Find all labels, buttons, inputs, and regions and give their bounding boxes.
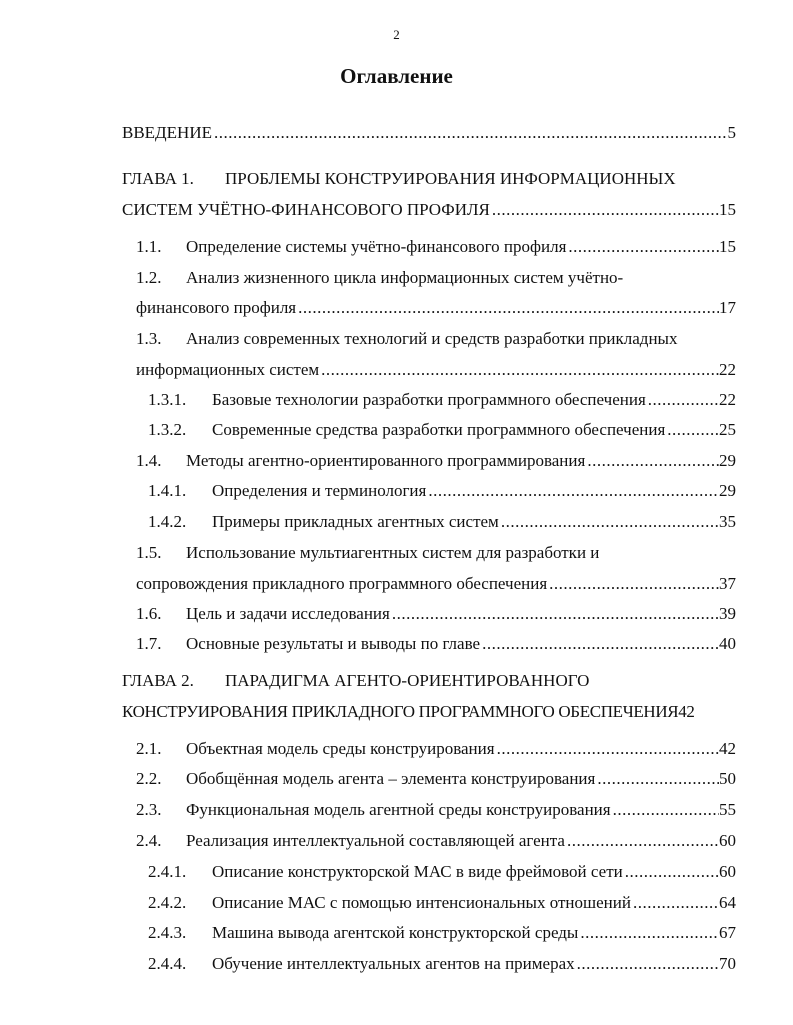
page-title: Оглавление: [340, 64, 453, 88]
toc-entry-page: 22: [719, 390, 736, 409]
toc-entry-1-3-2[interactable]: [148, 418, 736, 442]
toc-entry-page: 15: [719, 200, 736, 219]
toc-chapter-2-line1[interactable]: [122, 669, 742, 693]
toc-entry-number: 1.6.: [136, 604, 162, 623]
toc-entry-number: 2.4.4.: [148, 954, 187, 973]
toc-entry-page: 64: [719, 893, 736, 912]
toc-leader-dots: [665, 418, 719, 442]
toc-entry-title: Цель и задачи исследования: [186, 604, 390, 623]
toc-entry-title-cont: информационных систем: [136, 360, 320, 379]
toc-entry-title: Анализ жизненного цикла информационных систем учётно-: [186, 268, 624, 287]
toc-entry-1-4-2[interactable]: [148, 510, 736, 534]
toc-entry-title: Определение системы учётно-финансового профиля: [186, 237, 567, 256]
toc-chapter-title-cont: КОНСТРУИРОВАНИЯ ПРИКЛАДНОГО ПРОГРАММНОГО ОБЕСПЕЧЕНИЯ: [122, 702, 679, 721]
toc-leader-dots: [631, 891, 719, 915]
toc-entry-1-3-1[interactable]: [148, 388, 736, 412]
toc-entry-title: Описание конструкторской МАС в виде фреймовой сети: [212, 862, 623, 881]
toc-entry-1-4-1[interactable]: [148, 479, 736, 503]
toc-entry-page: 60: [719, 862, 736, 881]
toc-entry-2-1[interactable]: [136, 737, 736, 761]
toc-entry-page: 35: [719, 512, 736, 531]
toc-entry-number: 2.4.3.: [148, 923, 187, 942]
toc-entry-number: 2.1.: [136, 739, 162, 758]
toc-chapter-label: ГЛАВА 2.: [122, 671, 194, 690]
page-number: 2: [393, 27, 400, 42]
toc-entry-title: Основные результаты и выводы по главе: [186, 634, 481, 653]
toc-entry-page: 25: [719, 420, 736, 439]
toc-leader-dots: [426, 479, 719, 503]
toc-leader-dots: [547, 572, 719, 596]
toc-entry-2-4-2[interactable]: [148, 891, 736, 915]
toc-entry-page: 22: [719, 360, 736, 379]
toc-entry-page: 67: [719, 923, 736, 942]
toc-entry-number: 1.4.1.: [148, 481, 187, 500]
toc-chapter-title: ПРОБЛЕМЫ КОНСТРУИРОВАНИЯ ИНФОРМАЦИОННЫХ: [225, 169, 676, 188]
toc-entry-title: Реализация интеллектуальной составляющей агента: [186, 831, 565, 850]
toc-entry-title: Обобщённая модель агента – элемента конструирования: [186, 769, 596, 788]
toc-leader-dots: [490, 198, 719, 222]
toc-entry-page: 5: [727, 123, 736, 142]
toc-entry-number: 2.4.1.: [148, 862, 187, 881]
toc-chapter-label: ГЛАВА 1.: [122, 169, 194, 188]
toc-entry-page: 17: [719, 298, 736, 317]
toc-entry-title: ВВЕДЕНИЕ: [122, 123, 212, 142]
toc-entry-title: Обучение интеллектуальных агентов на примерах: [212, 954, 575, 973]
toc-leader-dots: [319, 358, 719, 382]
toc-entry-number: 1.5.: [136, 543, 162, 562]
toc-entry-number: 1.3.: [136, 329, 162, 348]
toc-entry-title: Базовые технологии разработки программного обеспечения: [212, 390, 646, 409]
toc-leader-dots: [480, 632, 719, 656]
toc-entry-number: 1.7.: [136, 634, 162, 653]
toc-entry-number: 2.2.: [136, 769, 162, 788]
toc-entry-1-6[interactable]: [136, 602, 736, 626]
toc-entry-page: 29: [719, 481, 736, 500]
toc-leader-dots: [565, 829, 719, 853]
toc-leader-dots: [390, 602, 719, 626]
toc-entry-page: 55: [719, 800, 736, 819]
toc-entry-1-5-line2[interactable]: [136, 572, 736, 596]
toc-entry-2-4-4[interactable]: [148, 952, 736, 976]
toc-leader-dots: [296, 296, 719, 320]
toc-entry-title: Методы агентно-ориентированного программирования: [186, 451, 586, 470]
toc-leader-dots: [575, 952, 719, 976]
toc-leader-dots: [595, 767, 719, 791]
toc-entry-number: 1.3.2.: [148, 420, 187, 439]
toc-entry-intro[interactable]: [122, 121, 736, 145]
toc-entry-title-cont: сопровождения прикладного программного обеспечения: [136, 574, 548, 593]
toc-entry-page: 37: [719, 574, 736, 593]
toc-leader-dots: [566, 235, 719, 259]
toc-entry-title: Примеры прикладных агентных систем: [212, 512, 499, 531]
toc-entry-number: 1.4.2.: [148, 512, 187, 531]
toc-entry-number: 1.4.: [136, 451, 162, 470]
toc-chapter-1-line2[interactable]: [122, 198, 736, 222]
toc-entry-page: 70: [719, 954, 736, 973]
toc-entry-2-4-3[interactable]: [148, 921, 736, 945]
toc-entry-number: 1.2.: [136, 268, 162, 287]
toc-entry-number: 1.1.: [136, 237, 162, 256]
toc-entry-number: 2.4.: [136, 831, 162, 850]
toc-entry-page: 39: [719, 604, 736, 623]
toc-entry-1-2-line1[interactable]: [136, 266, 736, 290]
toc-entry-page: 15: [719, 237, 736, 256]
toc-leader-dots: [212, 121, 728, 145]
toc-entry-title: Современные средства разработки программного обеспечения: [212, 420, 666, 439]
toc-entry-title: Описание МАС с помощью интенсиональных отношений: [212, 893, 631, 912]
toc-leader-dots: [623, 860, 719, 884]
toc-entry-title: Использование мультиагентных систем для разработки и: [186, 543, 600, 562]
toc-entry-2-3[interactable]: [136, 798, 736, 822]
toc-entry-title: Машина вывода агентской конструкторской среды: [212, 923, 579, 942]
toc-entry-1-2-line2[interactable]: [136, 296, 736, 320]
toc-entry-page: 42: [678, 702, 695, 721]
toc-entry-title: Анализ современных технологий и средств разработки прикладных: [186, 329, 678, 348]
toc-entry-number: 2.3.: [136, 800, 162, 819]
toc-chapter-2-line2[interactable]: [122, 700, 752, 724]
toc-entry-page: 50: [719, 769, 736, 788]
toc-entry-page: 42: [719, 739, 736, 758]
toc-leader-dots: [578, 921, 719, 945]
toc-entry-title: Объектная модель среды конструирования: [186, 739, 495, 758]
toc-entry-2-4-1[interactable]: [148, 860, 736, 884]
toc-entry-1-7[interactable]: [136, 632, 736, 656]
toc-entry-page: 60: [719, 831, 736, 850]
toc-leader-dots: [585, 449, 719, 473]
toc-entry-1-4[interactable]: [136, 449, 736, 473]
toc-entry-1-5-line1[interactable]: [136, 541, 736, 565]
toc-entry-title: Функциональная модель агентной среды конструирования: [186, 800, 611, 819]
toc-leader-dots: [499, 510, 719, 534]
toc-chapter-title-cont: СИСТЕМ УЧЁТНО-ФИНАНСОВОГО ПРОФИЛЯ: [122, 200, 490, 219]
toc-leader-dots: [495, 737, 719, 761]
toc-entry-1-3-line2[interactable]: [136, 358, 736, 382]
toc-entry-1-1[interactable]: [136, 235, 736, 259]
toc-chapter-title: ПАРАДИГМА АГЕНТО-ОРИЕНТИРОВАННОГО: [225, 671, 590, 690]
toc-entry-2-2[interactable]: [136, 767, 736, 791]
toc-entry-page: 40: [719, 634, 736, 653]
toc-leader-dots: [646, 388, 719, 412]
toc-leader-dots: [611, 798, 719, 822]
toc-entry-2-4[interactable]: [136, 829, 736, 853]
toc-entry-number: 1.3.1.: [148, 390, 187, 409]
toc-entry-title-cont: финансового профиля: [136, 298, 297, 317]
toc-entry-number: 2.4.2.: [148, 893, 187, 912]
toc-chapter-1-line1[interactable]: [122, 167, 736, 191]
toc-entry-title: Определения и терминология: [212, 481, 427, 500]
toc-entry-1-3-line1[interactable]: [136, 327, 736, 351]
toc-entry-page: 29: [719, 451, 736, 470]
